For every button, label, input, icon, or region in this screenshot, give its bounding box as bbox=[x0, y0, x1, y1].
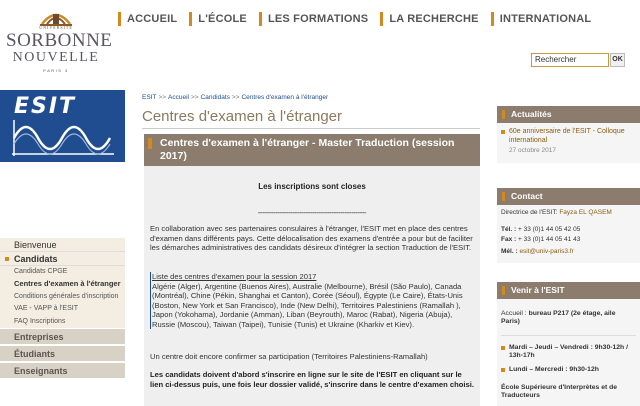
leftnav-sub-conditions[interactable]: Conditions générales d'inscription bbox=[14, 292, 119, 300]
breadcrumb-accueil[interactable]: Accueil bbox=[168, 94, 190, 101]
breadcrumb-current[interactable]: Centres d'examen à l'étranger bbox=[241, 94, 329, 101]
esit-logo-text: ESIT bbox=[14, 94, 77, 119]
director-name[interactable]: Fayza EL QASEM bbox=[559, 209, 612, 216]
breadcrumb bbox=[142, 94, 328, 101]
centres-list bbox=[150, 272, 476, 329]
contact-tel: Tél. : + 33 (0)1 44 05 42 05 bbox=[501, 226, 581, 233]
section-body bbox=[144, 166, 480, 406]
venir-hours-2: Lundi – Mercredi : 9h30-12h bbox=[509, 366, 599, 373]
venir-body bbox=[497, 299, 640, 406]
title-divider bbox=[142, 128, 480, 129]
left-navigation bbox=[0, 238, 125, 379]
contact-director: Directrice de l'ESIT: Fayza EL QASEM bbox=[501, 209, 612, 216]
leftnav-sub-vae[interactable]: VAE - VAPP à l'ESIT bbox=[14, 305, 78, 313]
venir-divider bbox=[501, 335, 636, 336]
leftnav-candidats[interactable]: Candidats bbox=[0, 252, 125, 266]
leftnav-etudiants[interactable]: Étudiants bbox=[0, 346, 125, 362]
centres-list-title[interactable]: Liste des centres d'examen pour la session 2017 bbox=[152, 272, 317, 281]
venir-accueil: Accueil : bureau P217 (2e étage, aile Paris) bbox=[501, 310, 616, 325]
centres-list-body: Algérie (Alger), Argentine (Buenos Aires), Australie (Melbourne), Brésil (São Paulo), Canada (Montréal), Chine (Pékin, Shanghai et Canton), Corée (Séoul), Égypte (Le Caire), États-Unis (Boston, New York et San Francisco), Inde (New Delhi), Territoires Palestiniens (Ramallah ), Japon (Yokohama), Jordanie (Amman), Liban (Beyrouth), Maroc (Rabat), Nigeria (Abuja), Russie (Moscou), Taiwan (Taipei), Tunisie (Tunis) et Ukraine (Kharkiv et Kiev). bbox=[152, 281, 463, 329]
leftnav-submenu bbox=[0, 266, 125, 328]
logo-sorbonne: SORBONNE bbox=[6, 30, 113, 51]
closed-notice: Les inscriptions sont closes bbox=[258, 182, 366, 191]
search-input[interactable]: Rechercher bbox=[531, 53, 609, 67]
leftnav-sub-centres[interactable]: Centres d'examen à l'étranger bbox=[14, 279, 121, 289]
contact-fax: Fax : + 33 (0)1 44 05 41 43 bbox=[501, 236, 581, 243]
actualites-heading: Actualités bbox=[497, 106, 640, 123]
sine-wave-icon bbox=[8, 118, 118, 158]
leftnav-enseignants[interactable]: Enseignants bbox=[0, 363, 125, 379]
actualites-link[interactable]: 60e anniversaire de l'ESIT - Colloque international bbox=[509, 128, 625, 144]
right-sidebar bbox=[497, 80, 640, 406]
nav-bar-icon bbox=[259, 12, 262, 26]
esit-logo[interactable] bbox=[0, 90, 125, 162]
confirm-paragraph: Un centre doit encore confirmer sa participation (Territoires Palestiniens-Ramallah) bbox=[150, 352, 428, 361]
dashed-separator: -------------------------------------------------- bbox=[257, 208, 367, 217]
leftnav-sub-cpge[interactable]: Candidats CPGE bbox=[14, 268, 68, 275]
breadcrumb-separator: >> bbox=[191, 94, 199, 101]
nav-bar-icon bbox=[380, 12, 383, 26]
nav-bar-icon bbox=[189, 12, 192, 26]
logo-nouvelle: NOUVELLE bbox=[12, 50, 100, 65]
email-link[interactable]: esit@univ-paris3.fr bbox=[519, 248, 574, 255]
contact-mel: Mél. : esit@univ-paris3.fr bbox=[501, 248, 574, 255]
actualites-date: 27 octobre 2017 bbox=[509, 147, 556, 154]
bullet-icon bbox=[501, 130, 505, 134]
venir-hours-1: Mardi – Jeudi – Vendredi : 9h30-12h / 13h-17h bbox=[509, 344, 628, 359]
nav-bar-icon bbox=[118, 12, 121, 26]
breadcrumb-esit[interactable]: ESIT bbox=[142, 94, 157, 101]
nav-international[interactable]: INTERNATIONAL bbox=[491, 12, 592, 26]
page-title: Centres d'examen à l'étranger bbox=[142, 108, 343, 125]
nav-formations[interactable]: LES FORMATIONS bbox=[259, 12, 368, 26]
venir-heading: Venir à l'ESIT bbox=[497, 282, 640, 299]
nav-bar-icon bbox=[491, 12, 494, 26]
leftnav-bienvenue[interactable]: Bienvenue bbox=[0, 238, 125, 252]
intro-paragraph: En collaboration avec ses partenaires consulaires à l'étranger, l'ESIT met en place des centres d'examen dans différents pays. Cette délocalisation des examens d'entrée a pour but de faciliter les démarches administratives des candidats désireux d'intégrer la section Traduction de l'ESIT. bbox=[150, 224, 473, 252]
venir-school: École Supérieure d'Interprètes et de Traducteurs bbox=[501, 384, 618, 399]
contact-body bbox=[497, 205, 640, 263]
sorbonne-nouvelle-logo[interactable] bbox=[6, 2, 113, 78]
left-sidebar bbox=[0, 80, 125, 406]
nav-recherche[interactable]: LA RECHERCHE bbox=[380, 12, 478, 26]
section-title: Centres d'examen à l'étranger - Master Traduction (session 2017) bbox=[144, 134, 480, 166]
top-navigation bbox=[118, 10, 603, 28]
registration-notice: Les candidats doivent d'abord s'inscrire en ligne sur le site de l'ESIT en cliquant sur le lien ci-dessus puis, une fois leur dossier validé, s'inscrire dans le centre d'examen choisi. bbox=[150, 370, 474, 389]
leftnav-sub-faq[interactable]: FAQ Inscriptions bbox=[14, 317, 66, 325]
nav-accueil[interactable]: ACCUEIL bbox=[118, 12, 177, 26]
site-header bbox=[0, 0, 640, 80]
contact-heading: Contact bbox=[497, 188, 640, 205]
main-content bbox=[142, 80, 482, 406]
search-ok-button[interactable]: OK bbox=[610, 53, 625, 67]
leftnav-entreprises[interactable]: Entreprises bbox=[0, 329, 125, 345]
logo-university: UNIVERSITÉ bbox=[39, 25, 73, 30]
actualites-body bbox=[497, 123, 640, 163]
breadcrumb-separator: >> bbox=[158, 94, 167, 101]
breadcrumb-candidats[interactable]: Candidats bbox=[200, 94, 230, 101]
nav-ecole[interactable]: L'ÉCOLE bbox=[189, 12, 247, 26]
breadcrumb-separator: >> bbox=[231, 94, 240, 101]
logo-city: PARIS 3 bbox=[43, 68, 69, 73]
